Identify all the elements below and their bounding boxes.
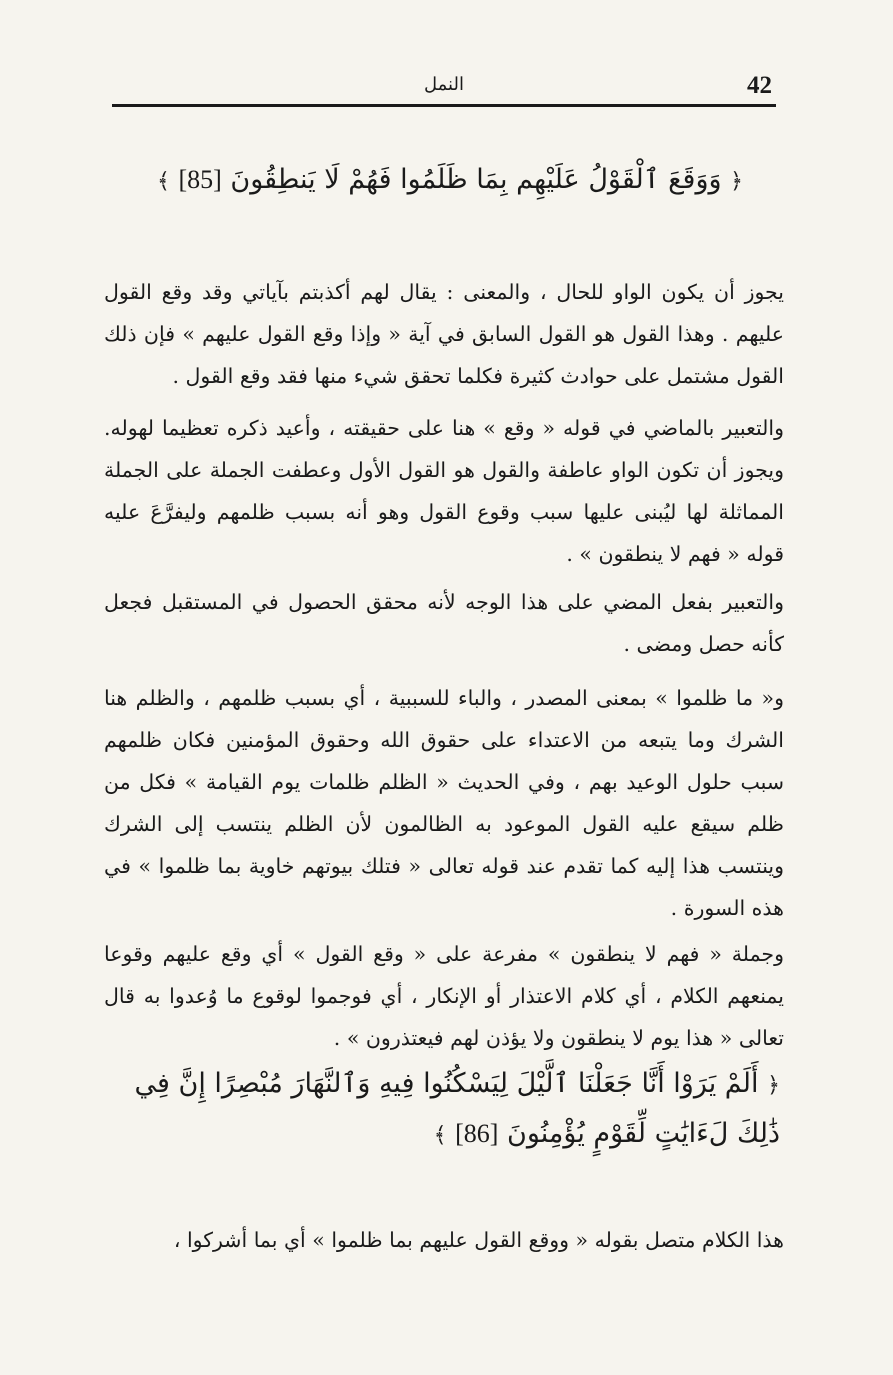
verse-close-bracket: ﴾	[156, 169, 170, 194]
page-number: 42	[747, 72, 772, 99]
verse-close-bracket: ﴾	[433, 1123, 447, 1148]
commentary-paragraph: يجوز أن يكون الواو للحال ، والمعنى : يقال لهم أكذبتم بآياتي وقد وقع القول عليهم . وهذا القول هو القول السابق في آية « وإذا وقع القول عليهم » فإن ذلك القول مشتمل على حوادث كثيرة فكلما تحقق شيء منها فقد وقع القول .	[104, 279, 784, 388]
page-header	[112, 66, 776, 104]
verse-open-bracket: ﴿	[767, 1073, 780, 1098]
commentary-paragraph: وجملة « فهم لا ينطقون » مفرعة على « وقع القول » أي وقع عليهم وقوعا يمنعهم الكلام ، أي كلام الاعتذار أو الإنكار ، أي فوجموا لوقوع ما وُعدوا به قال تعالى « هذا يوم لا ينطقون ولا يؤذن لهم فيعتذرون » .	[104, 941, 784, 1050]
verse-text: أَلَمْ يَرَوْا أَنَّا جَعَلْنَا ٱلَّيْلَ لِيَسْكُنُوا فِيهِ وَٱلنَّهَارَ مُبْصِرًا إِنَّ فِي ذَٰلِكَ لَءَايَٰتٍ لِّقَوْمٍ يُؤْمِنُونَ	[134, 1068, 780, 1149]
commentary-paragraph: والتعبير بفعل المضي على هذا الوجه لأنه محقق الحصول في المستقبل فجعل كأنه حصل ومضى .	[104, 589, 784, 656]
commentary-paragraph: والتعبير بالماضي في قوله « وقع » هنا على حقيقته ، وأعيد ذكره تعظيما لهوله. ويجوز أن تكون الواو عاطفة والقول هو القول الأول وعطفت الجملة على الجملة المماثلة لها ليُبنى عليها سبب وقوع القول وهو أنه بسبب ظلمهم وليفرَّعَ عليه قوله « فهم لا ينطقون » .	[104, 415, 784, 566]
commentary-paragraph: و« ما ظلموا » بمعنى المصدر ، والباء للسببية ، أي بسبب ظلمهم ، والظلم هنا الشرك وما يتبعه من الاعتداء على حقوق الله وحقوق المؤمنين فكان ظلمهم سبب حلول الوعيد بهم ، وفي الحديث « الظلم ظلمات يوم القيامة » فكل من ظلم سيقع عليه القول الموعود به الظالمون لأن الظلم ينتسب إلى الشرك وينتسب هذا إليه كما تقدم عند قوله تعالى « فتلك بيوتهم خاوية بما ظلموا » في هذه السورة .	[104, 685, 784, 920]
running-title: النمل	[424, 74, 464, 95]
quran-verse-85	[150, 156, 750, 206]
verse-open-bracket: ﴿	[730, 169, 744, 194]
commentary-paragraph: هذا الكلام متصل بقوله « ووقع القول عليهم بما ظلموا » أي بما أشركوا ،	[173, 1227, 784, 1252]
quran-verse-86	[100, 1060, 780, 1160]
verse-text: وَوَقَعَ ٱلْقَوْلُ عَلَيْهِم بِمَا ظَلَمُوا فَهُمْ لَا يَنطِقُونَ	[230, 164, 722, 195]
header-rule	[112, 104, 776, 107]
verse-number: [86]	[455, 1119, 499, 1148]
verse-number: [85]	[178, 165, 222, 194]
